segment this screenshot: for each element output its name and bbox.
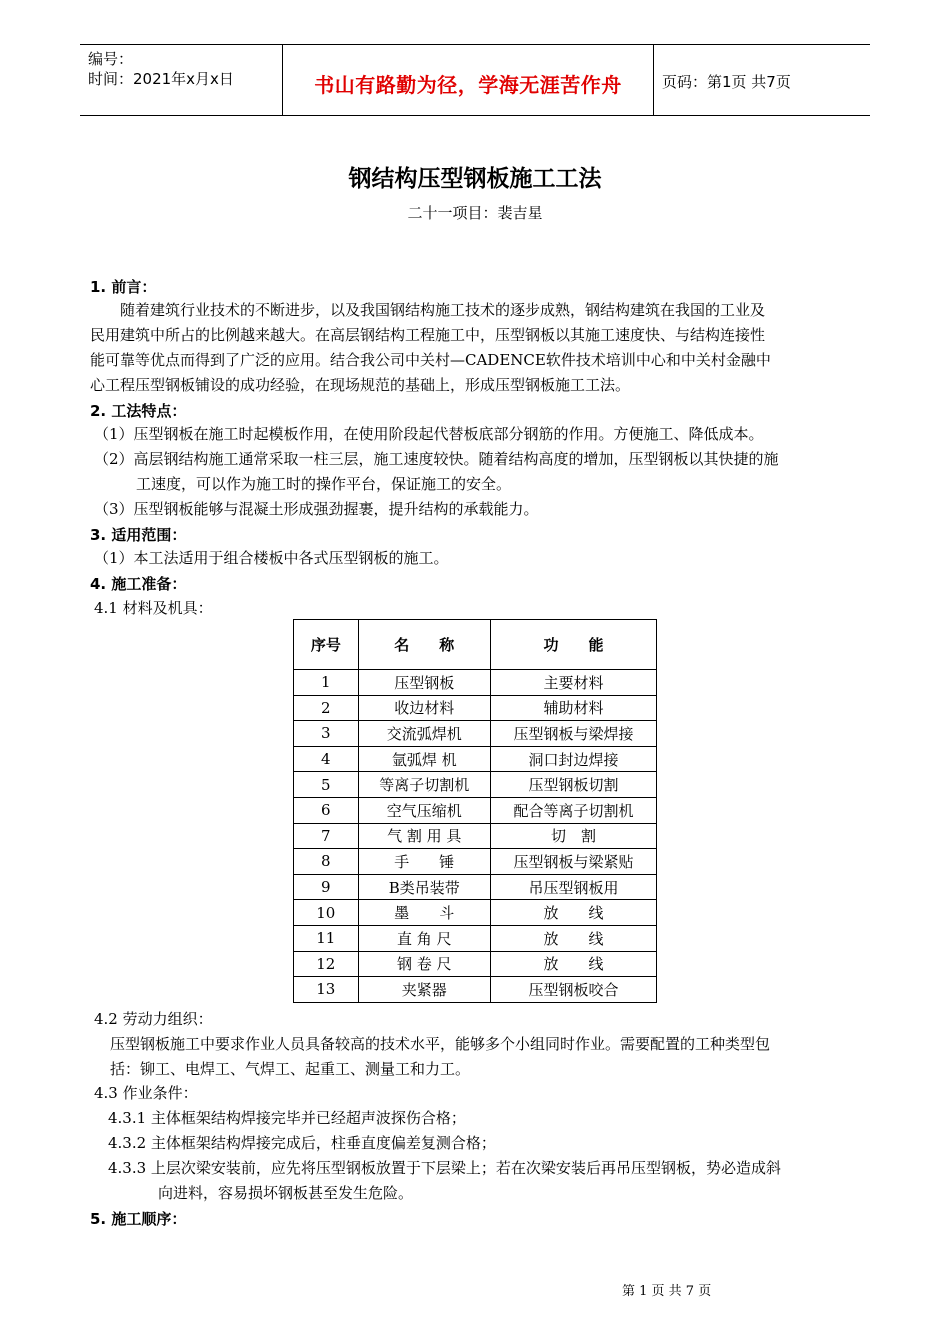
- row-name: 收边材料: [358, 695, 490, 721]
- section-2-item-2-cont: 工速度，可以作为施工时的操作平台，保证施工的安全。: [136, 475, 512, 493]
- page-footer-number: 第 1 页 共 7 页: [622, 1284, 712, 1299]
- table-row: [294, 721, 657, 747]
- section-3-heading: 3. 适用范围：: [90, 526, 187, 544]
- section-4-2-label: 4.2 劳动力组织：: [94, 1010, 213, 1028]
- row-function: 吊压型钢板用: [490, 874, 656, 900]
- table-row: [294, 823, 657, 849]
- section-2-item-3: （3）压型钢板能够与混凝土形成强劲握裹，提升结构的承载能力。: [94, 500, 539, 518]
- row-name: 直 角 尺: [358, 925, 490, 951]
- row-name: 气 割 用 具: [358, 823, 490, 849]
- row-name: 空气压缩机: [358, 797, 490, 823]
- row-index: 12: [294, 951, 359, 977]
- row-name: 钢 卷 尺: [358, 951, 490, 977]
- row-name: 压型钢板: [358, 670, 490, 696]
- table-row: [294, 977, 657, 1003]
- row-function: 放 线: [490, 900, 656, 926]
- row-index: 13: [294, 977, 359, 1003]
- row-name: 手 锤: [358, 849, 490, 875]
- row-index: 11: [294, 925, 359, 951]
- row-name: 夹紧器: [358, 977, 490, 1003]
- row-function: 主要材料: [490, 670, 656, 696]
- section-4-3-3: 4.3.3 上层次梁安装前，应先将压型钢板放置于下层梁上；若在次梁安装后再吊压型钢板，势必造成斜: [108, 1159, 781, 1177]
- col-header-index: 序号: [294, 620, 359, 670]
- row-function: 压型钢板咬合: [490, 977, 656, 1003]
- table-row: [294, 746, 657, 772]
- table-row: [294, 772, 657, 798]
- row-function: 压型钢板与梁焊接: [490, 721, 656, 747]
- table-row: [294, 670, 657, 696]
- section-3-item-1: （1）本工法适用于组合楼板中各式压型钢板的施工。: [94, 549, 449, 567]
- row-name: B类吊装带: [358, 874, 490, 900]
- row-index: 2: [294, 695, 359, 721]
- row-name: 氩弧焊 机: [358, 746, 490, 772]
- page-header: [80, 44, 870, 116]
- row-index: 7: [294, 823, 359, 849]
- row-index: 8: [294, 849, 359, 875]
- section-4-2-line-1: 压型钢板施工中要求作业人员具备较高的技术水平，能够多个小组同时作业。需要配置的工种类型包: [110, 1035, 771, 1053]
- row-index: 10: [294, 900, 359, 926]
- table-row: [294, 797, 657, 823]
- row-function: 切 割: [490, 823, 656, 849]
- header-motto-cell: [283, 45, 654, 115]
- section-5-heading: 5. 施工顺序：: [90, 1210, 187, 1228]
- doc-time-label: 时间：2021年x月x日: [88, 70, 234, 88]
- section-1-line-4: 心工程压型钢板铺设的成功经验，在现场规范的基础上，形成压型钢板施工工法。: [90, 376, 631, 394]
- page-title: 钢结构压型钢板施工工法: [348, 166, 602, 192]
- section-1-line-3: 能可靠等优点而得到了广泛的应用。结合我公司中关村—CADENCE软件技术培训中心和中关村金融中: [90, 351, 771, 369]
- row-index: 5: [294, 772, 359, 798]
- row-function: 洞口封边焊接: [490, 746, 656, 772]
- section-4-3-label: 4.3 作业条件：: [94, 1084, 198, 1102]
- header-motto: 书山有路勤为径，学海无涯苦作舟: [314, 73, 622, 97]
- section-4-3-3-cont: 向进料，容易损坏钢板甚至发生危险。: [158, 1184, 414, 1202]
- row-function: 压型钢板切割: [490, 772, 656, 798]
- row-index: 1: [294, 670, 359, 696]
- section-4-1-label: 4.1 材料及机具：: [94, 599, 213, 617]
- section-4-heading: 4. 施工准备：: [90, 575, 187, 593]
- section-2-heading: 2. 工法特点：: [90, 402, 187, 420]
- section-1-line-2: 民用建筑中所占的比例越来越大。在高层钢结构工程施工中，压型钢板以其施工速度快、与结构连接性: [90, 326, 766, 344]
- row-function: 压型钢板与梁紧贴: [490, 849, 656, 875]
- table-row: [294, 849, 657, 875]
- row-index: 9: [294, 874, 359, 900]
- header-page-info: 页码：第1页 共7页: [662, 73, 791, 91]
- section-4-3-1: 4.3.1 主体框架结构焊接完毕并已经超声波探伤合格；: [108, 1109, 466, 1127]
- table-row: [294, 874, 657, 900]
- col-header-name: 名 称: [358, 620, 490, 670]
- row-index: 6: [294, 797, 359, 823]
- doc-code-label: 编号：: [88, 50, 134, 68]
- col-header-function: 功 能: [490, 620, 656, 670]
- row-function: 放 线: [490, 925, 656, 951]
- row-name: 墨 斗: [358, 900, 490, 926]
- row-function: 辅助材料: [490, 695, 656, 721]
- materials-tools-table: [293, 619, 657, 1003]
- section-1-heading: 1. 前言：: [90, 278, 157, 296]
- table-row: [294, 925, 657, 951]
- header-page-cell: [654, 45, 870, 115]
- page-subtitle: 二十一项目：裴吉星: [407, 204, 543, 222]
- row-function: 配合等离子切割机: [490, 797, 656, 823]
- row-index: 4: [294, 746, 359, 772]
- row-name: 等离子切割机: [358, 772, 490, 798]
- table-row: [294, 900, 657, 926]
- table-row: [294, 951, 657, 977]
- table-header-row: [294, 620, 657, 670]
- section-4-2-line-2: 括：铆工、电焊工、气焊工、起重工、测量工和力工。: [110, 1060, 471, 1078]
- section-2-item-2: （2）高层钢结构施工通常采取一柱三层，施工速度较快。随着结构高度的增加，压型钢板以其快捷的施: [94, 450, 779, 468]
- row-function: 放 线: [490, 951, 656, 977]
- row-name: 交流弧焊机: [358, 721, 490, 747]
- row-index: 3: [294, 721, 359, 747]
- section-1-line-1: 随着建筑行业技术的不断进步，以及我国钢结构施工技术的逐步成熟，钢结构建筑在我国的工业及: [120, 301, 766, 319]
- table-row: [294, 695, 657, 721]
- section-2-item-1: （1）压型钢板在施工时起模板作用，在使用阶段起代替板底部分钢筋的作用。方便施工、降低成本。: [94, 425, 764, 443]
- header-info-cell: [80, 45, 283, 115]
- section-4-3-2: 4.3.2 主体框架结构焊接完成后，柱垂直度偏差复测合格；: [108, 1134, 496, 1152]
